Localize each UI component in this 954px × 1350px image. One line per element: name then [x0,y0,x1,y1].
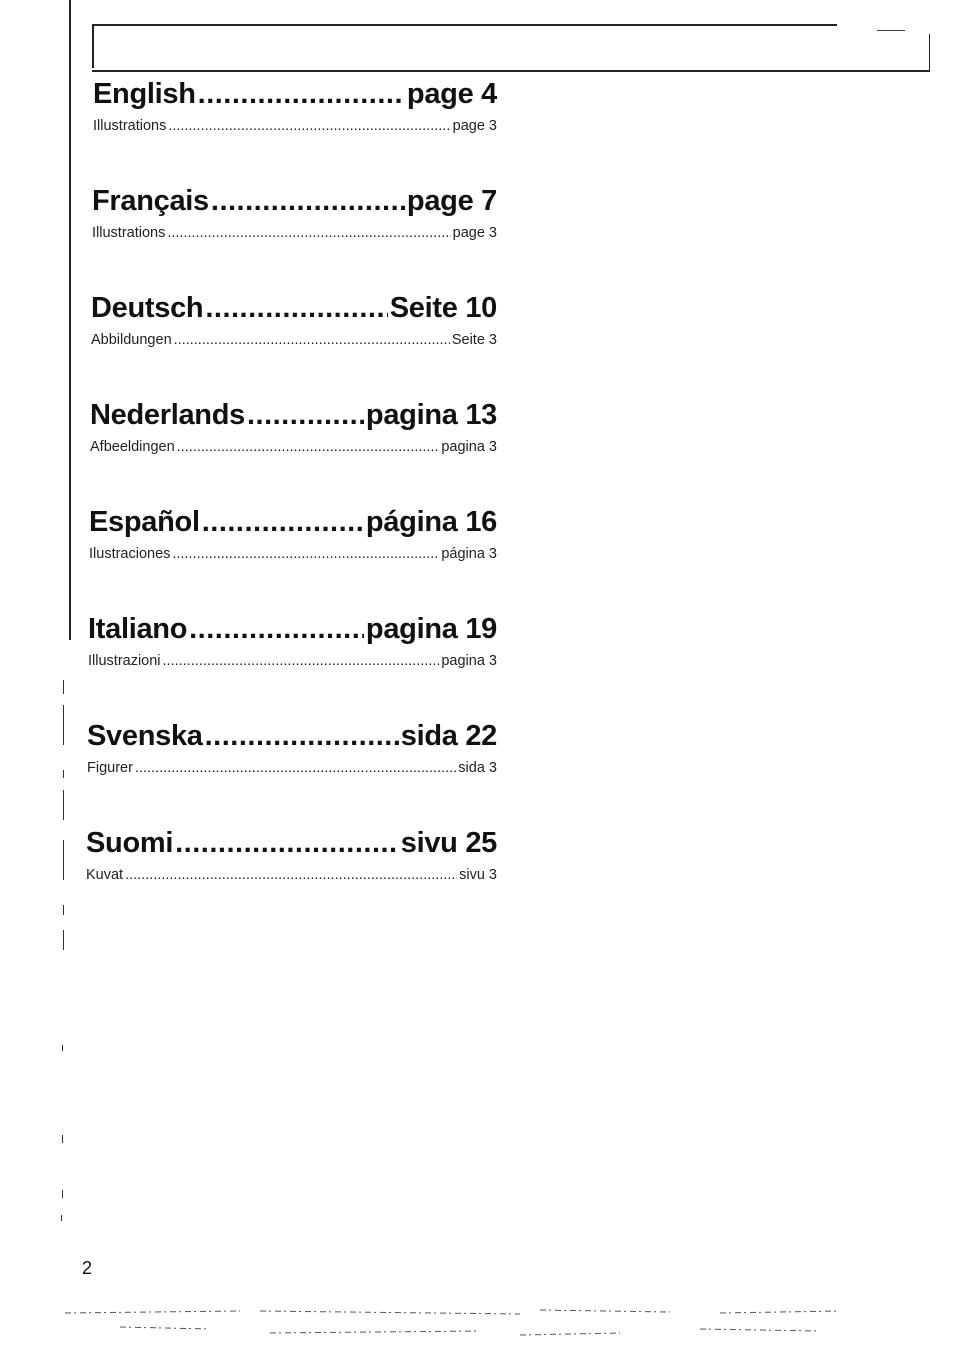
toc-language: Svenska [87,720,203,752]
dot-leader [205,720,399,753]
toc-page: Seite 10 [389,292,497,324]
toc-sub-page: sida 3 [458,760,497,776]
toc-entry-italiano [88,613,497,720]
toc-sub-label: Abbildungen [91,332,172,348]
dot-leader [135,760,456,776]
toc-entry-suomi [86,827,497,934]
toc-page: page 7 [406,185,497,217]
toc-entry-english [93,78,497,185]
toc-sub-label: Figurer [87,760,133,776]
toc-language: English [93,78,196,110]
page-number: 2 [82,1258,93,1278]
dot-leader [163,653,440,669]
dot-leader [167,225,450,241]
dot-leader [125,867,457,883]
binding-margin-line [69,0,71,640]
toc-entry-espanol [89,506,497,613]
dot-leader [172,546,439,562]
toc-page: page 4 [406,78,497,110]
toc-language: Español [89,506,200,538]
dot-leader [205,292,387,325]
toc-sub-page: Seite 3 [451,332,497,348]
toc-sub-label: Kuvat [86,867,124,883]
dot-leader [198,78,405,111]
toc-sub-label: Illustrazioni [88,653,161,669]
toc-language: Français [92,185,209,217]
toc-sub-label: Illustrations [93,118,167,134]
dot-leader [247,399,364,432]
toc-sub-page: page 3 [452,225,497,241]
toc-sub-page: sivu 3 [459,867,497,883]
table-of-contents [87,78,497,934]
toc-page: pagina 13 [365,399,497,431]
toc-entry-deutsch [91,292,497,399]
toc-language: Deutsch [91,292,204,324]
dot-leader [174,332,450,348]
toc-language: Suomi [86,827,174,859]
scan-artifacts [60,1305,890,1345]
toc-language: Nederlands [90,399,245,431]
toc-page: página 16 [365,506,497,538]
dot-leader [189,613,364,646]
toc-page: sida 22 [400,720,497,752]
toc-sub-page: page 3 [452,118,497,134]
toc-sub-page: pagina 3 [441,653,497,669]
toc-entry-francais [92,185,497,292]
toc-language: Italiano [88,613,188,645]
toc-sub-label: Ilustraciones [89,546,171,562]
dot-leader [177,439,440,455]
toc-page: sivu 25 [400,827,497,859]
toc-entry-nederlands [90,399,497,506]
dot-leader [175,827,399,860]
toc-sub-page: pagina 3 [441,439,497,455]
dot-leader [168,118,450,134]
toc-page: pagina 19 [365,613,497,645]
toc-entry-svenska [87,720,497,827]
dot-leader [211,185,405,218]
toc-sub-page: página 3 [441,546,497,562]
toc-sub-label: Afbeeldingen [90,439,175,455]
header-frame [92,24,930,70]
dot-leader [202,506,364,539]
toc-sub-label: Illustrations [92,225,166,241]
